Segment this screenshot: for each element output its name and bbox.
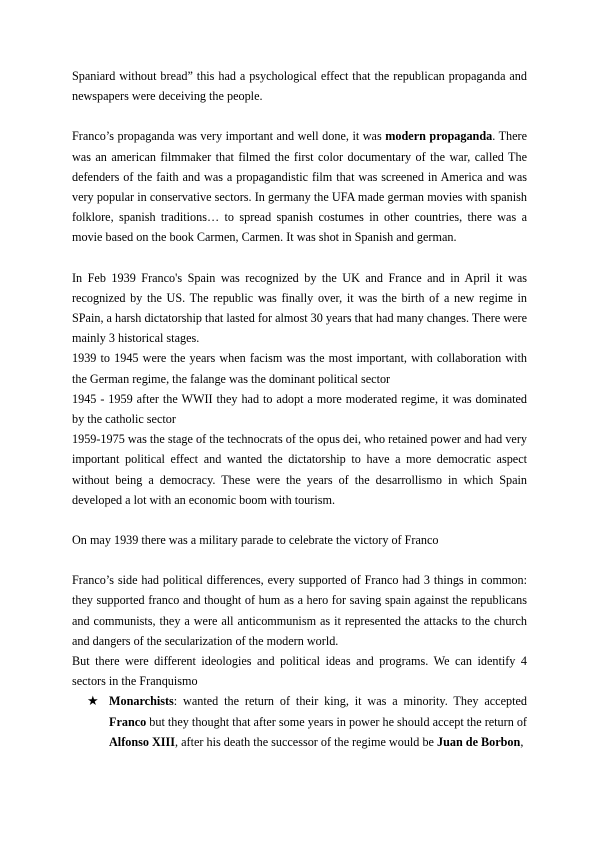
bold-alfonso: Alfonso XIII [109,734,176,749]
paragraph-franco-side: Franco’s side had political differences, every supported of Franco had 3 things in common: they supported franco and thought of hum as a hero for saving spain against the republicans and communists, they a were all anticommunism as it represented the attacks to the church and dangers of the secularization of the modern world. [72,573,527,648]
paragraph-gap [72,550,527,570]
paragraph-gap [72,510,527,530]
paragraph-stage-1: 1939 to 1945 were the years when facism was the most important, with collaboration with the German regime, the falange was the dominant political sector [72,351,527,386]
paragraph-stage-3: 1959-1975 was the stage of the technocrats of the opus dei, who retained power and had very important political effect and wanted the dictatorship to have a more democratic aspect without being a democracy. These were the years of the desarrollismo in which Spain developed a lot with an economic boom with tourism. [72,432,527,507]
paragraph-spaniard: Spaniard without bread” this had a psychological effect that the republican propaganda and newspapers were deceiving the people. [72,69,527,104]
bold-modern-propaganda: modern propaganda [385,129,493,144]
sectors-list [72,691,527,752]
paragraph-gap [72,106,527,126]
paragraph-propaganda: Franco’s propaganda was very important and well done, it was modern propaganda. There was an american filmmaker that filmed the first color documentary of the war, called The defenders of the faith and was a propagandistic film that was screened in America and was very popular in conservative sectors. In germany the UFA made german movies with spanish folklore, spanish traditions… to spread spanish costumes in other countries, there was a movie based on the book Carmen, Carmen. It was shot in Spanish and german. [72,129,527,245]
paragraph-parade: On may 1939 there was a military parade to celebrate the victory of Franco [72,533,439,548]
bold-monarchists: Monarchists [109,694,174,709]
list-item-monarchists: ★ Monarchists: wanted the return of their king, it was a minority. They accepted Franco but they thought that after some years in power he should accept the return of Alfonso XIII, after his death the successor of the regime would be Juan de Borbon, [87,693,527,749]
bold-juan-de-borbon: Juan de Borbon [437,734,521,749]
bold-franco: Franco [109,714,147,729]
document-page [72,66,527,752]
paragraph-stage-2: 1945 - 1959 after the WWII they had to adopt a more moderated regime, it was dominated by the catholic sector [72,391,527,427]
paragraph-recognition: In Feb 1939 Franco's Spain was recognized by the UK and France and in April it was recognized by the US. The republic was finally over, it was the birth of a new regime in SPain, a harsh dictatorship that lasted for almost 30 years that had many changes. There were mainly 3 historical stages. [72,270,527,346]
star-bullet-icon: ★ [87,693,99,709]
paragraph-ideologies: But there were different ideologies and political ideas and programs. We can identify 4 sectors in the Franquismo [72,654,527,689]
paragraph-gap [72,248,527,268]
